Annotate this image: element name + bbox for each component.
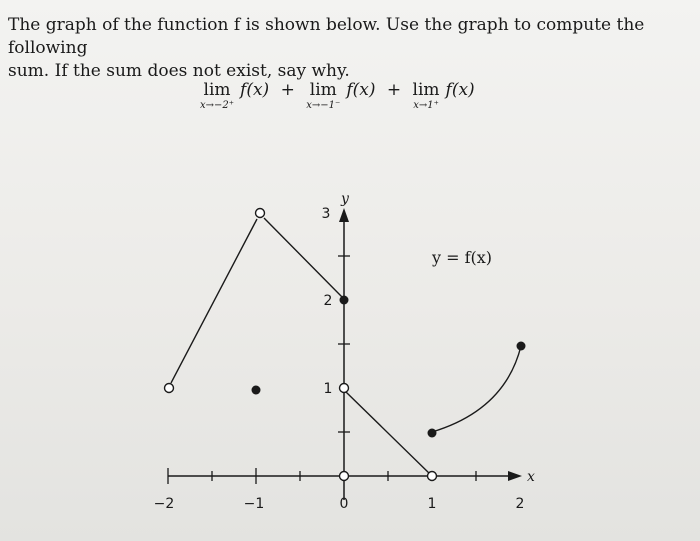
lim-subscript: x→−1⁻ [306, 100, 341, 111]
x-tick-label-2: 2 [515, 496, 525, 512]
y-axis-label: y [341, 191, 349, 207]
y-tick-label-3: 3 [321, 206, 331, 222]
y-axis-arrow-icon [339, 208, 349, 222]
open-point [165, 384, 174, 393]
function-expression: f(x) [445, 80, 475, 100]
closed-point [340, 296, 349, 305]
segment-falling-lower [346, 392, 432, 476]
x-axis-label: x [527, 469, 535, 485]
segment-rising [171, 219, 257, 383]
y-tick-label-1: 1 [323, 381, 333, 397]
plus-sign: + [386, 80, 402, 100]
function-expression: f(x) [240, 80, 270, 100]
lim-operator: lim [309, 80, 337, 100]
lim-subscript: x→1⁺ [413, 100, 439, 111]
open-point [340, 384, 349, 393]
segment-curve-right [432, 346, 521, 432]
open-point [428, 472, 437, 481]
x-tick-label-1: 1 [427, 496, 437, 512]
y-tick-label-2: 2 [323, 293, 333, 309]
problem-line-1: The graph of the function f is shown below. Use the graph to compute the following [8, 15, 645, 58]
closed-point [517, 342, 526, 351]
lim-operator: lim [203, 80, 231, 100]
open-point [256, 209, 265, 218]
lim-operator: lim [412, 80, 440, 100]
open-point [340, 472, 349, 481]
x-tick-label-neg2: −2 [153, 496, 175, 512]
lim-subscript: x→−2⁺ [200, 100, 235, 111]
closed-point [428, 429, 437, 438]
segment-falling-upper [264, 218, 344, 299]
problem-line-2: sum. If the sum does not exist, say why. [8, 61, 350, 81]
plus-sign: + [280, 80, 295, 100]
function-expression: f(x) [346, 80, 376, 100]
x-tick-label-neg1: −1 [243, 496, 265, 512]
closed-point [252, 386, 261, 395]
x-axis-arrow-icon [508, 471, 522, 481]
x-tick-label-0: 0 [339, 496, 349, 512]
curve-label: y = f(x) [432, 248, 493, 267]
